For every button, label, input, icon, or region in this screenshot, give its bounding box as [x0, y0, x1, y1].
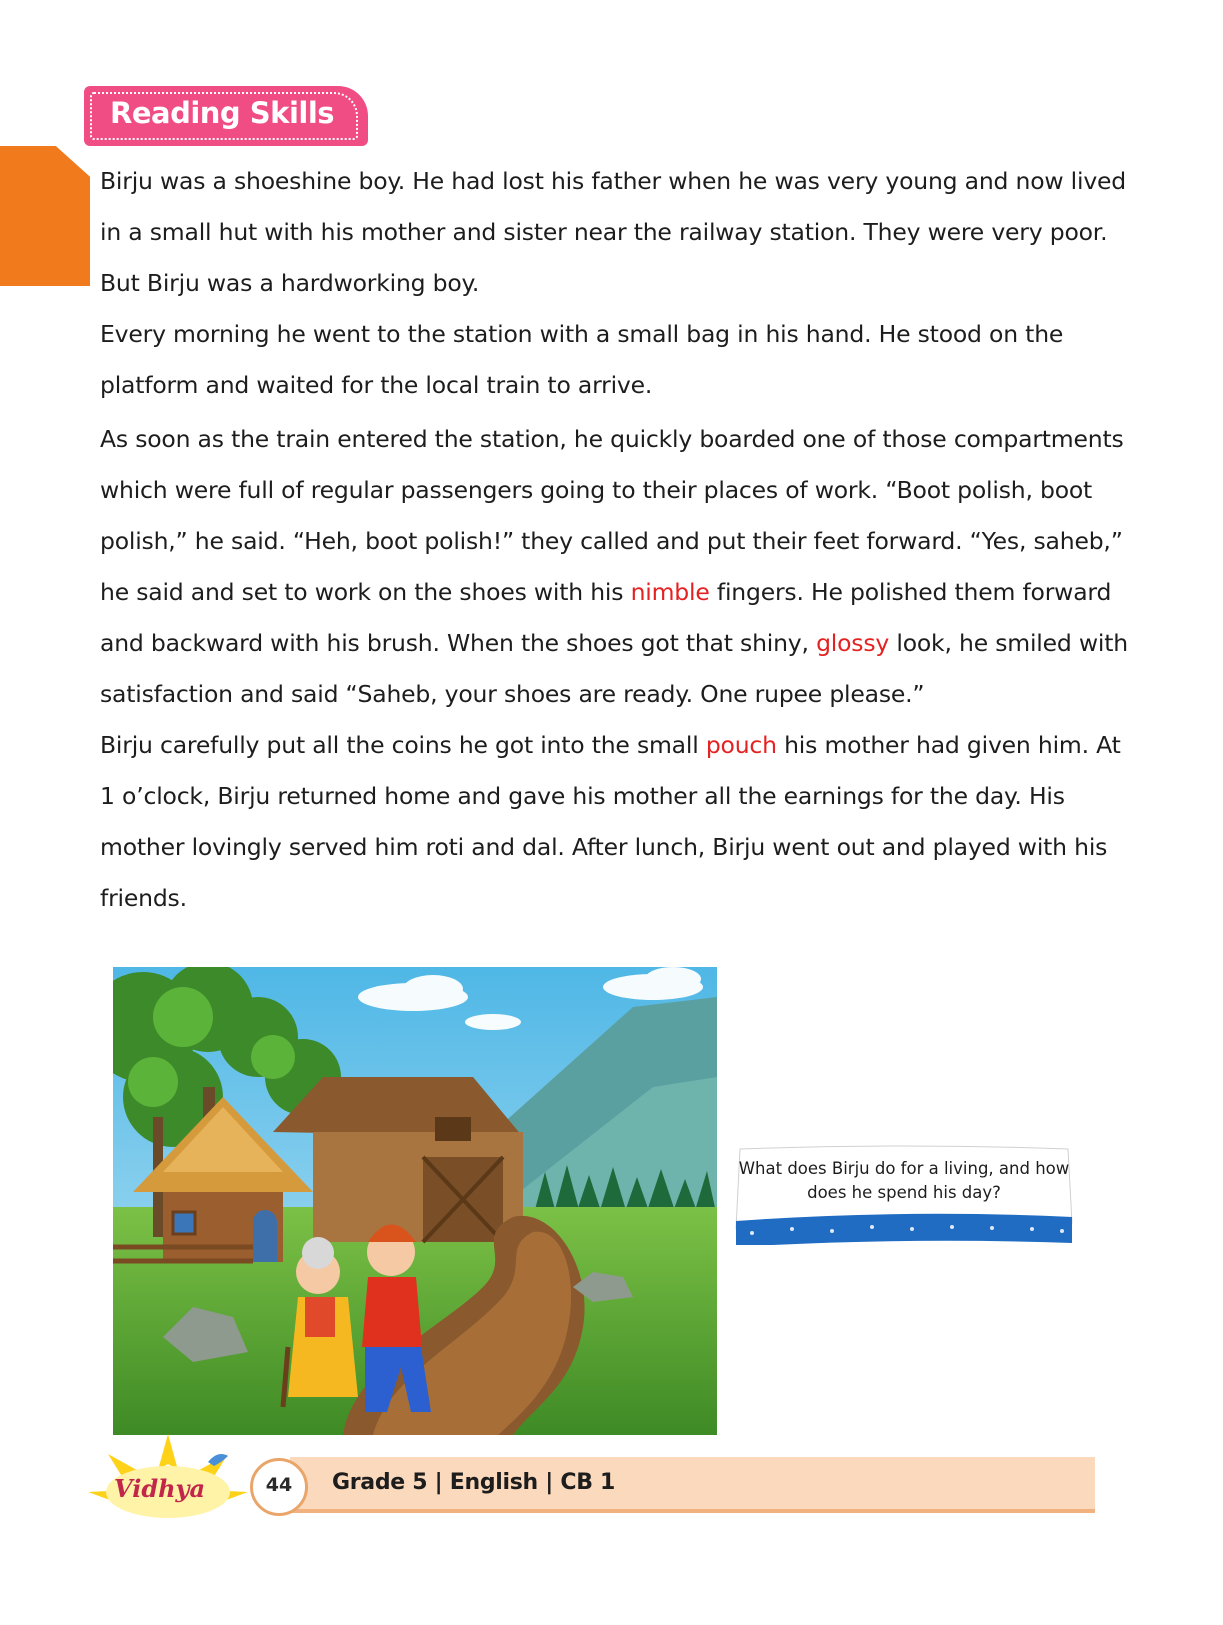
story-text-run: his mother had given him. At 1 o’clock, Birju returned home and gave his mother all the earnings for the day. His mother lovingly served him roti and dal. After lunch, Birju went out and played with his friends.	[100, 731, 1121, 912]
page-number: 44	[265, 1474, 293, 1496]
story-paragraph-4	[100, 720, 1135, 924]
question-text: What does Birju do for a living, and how does he spend his day?	[738, 1159, 1070, 1202]
story-illustration	[113, 967, 717, 1435]
logo-text: Vidhya	[114, 1474, 206, 1503]
story-text-run: fingers. He polished them forward and backward with his brush. When the shoes got that shiny,	[100, 578, 1112, 657]
story-paragraph-1: Birju was a shoeshine boy. He had lost his father when he was very young and now lived in a small hut with his mother and sister near the railway station. They were very poor. But Birju was a hardworking boy.	[100, 167, 1127, 297]
vocab-word-nimble: nimble	[630, 578, 710, 606]
story-text-run: As soon as the train entered the station, he quickly boarded one of those compartments which were full of regular passengers going to their places of work. “Boot polish, boot polish,” he said. “Heh, boot polish!” they called and put their feet forward. “Yes, saheb,” he said and set to work on the shoes with his	[100, 425, 1124, 606]
side-tab-decoration	[0, 146, 90, 286]
story-text	[100, 156, 1135, 924]
story-text-run: look, he smiled with satisfaction and said “Saheb, your shoes are ready. One rupee please.”	[100, 629, 1128, 708]
story-paragraph-2: Every morning he went to the station with a small bag in his hand. He stood on the platform and waited for the local train to arrive.	[100, 320, 1064, 399]
vidhya-logo	[88, 1434, 248, 1530]
question-card	[732, 1143, 1076, 1245]
story-paragraph-3	[100, 414, 1135, 720]
section-heading-badge	[84, 86, 368, 146]
section-heading: Reading Skills	[110, 96, 335, 130]
page-number-badge	[250, 1458, 308, 1516]
footer-label: Grade 5 | English | CB 1	[332, 1470, 616, 1495]
story-text-run: Birju carefully put all the coins he got into the small	[100, 731, 706, 759]
vocab-word-glossy: glossy	[816, 629, 890, 657]
vocab-word-pouch: pouch	[705, 731, 777, 759]
